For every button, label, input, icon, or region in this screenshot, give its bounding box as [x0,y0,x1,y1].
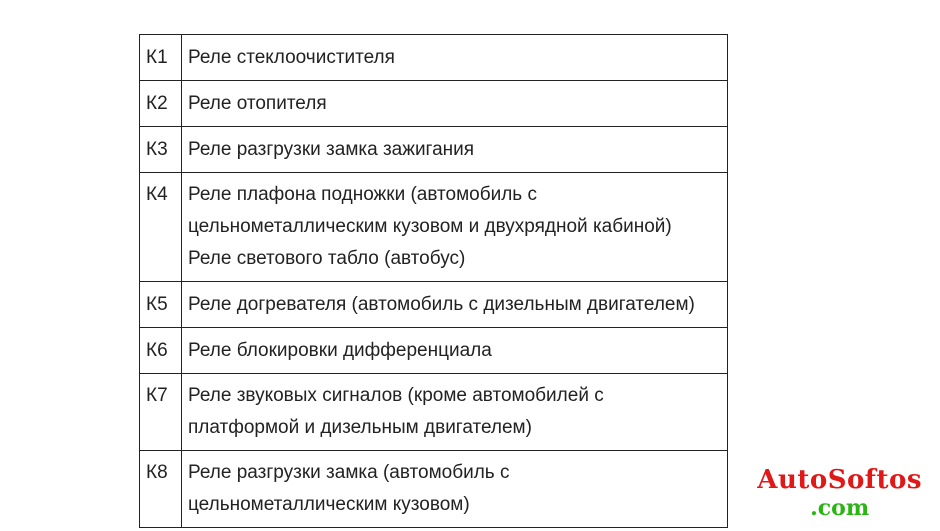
watermark-logo [757,466,922,520]
relay-description-line: Реле отопителя [188,93,327,114]
relay-description-line: платформой и дизельным двигателем) [188,417,532,438]
relay-description-line: Реле светового табло (автобус) [188,248,466,269]
relay-code: К6 [140,328,182,374]
relay-code: К3 [140,127,182,173]
relay-description-line: Реле блокировки дифференциала [188,340,492,361]
relay-description [182,35,728,81]
relay-description [182,451,728,528]
relay-description-line: Реле звуковых сигналов (кроме автомобилей с [188,385,604,406]
relay-code: К1 [140,35,182,81]
watermark-main-text: AutoSoftos [757,465,922,495]
table-row [140,328,728,374]
table-row [140,81,728,127]
relay-description-line: Реле плафона подножки (автомобиль с [188,184,537,205]
relay-description-line: Реле стеклоочистителя [188,47,395,68]
relay-description-line: Реле разгрузки замка зажигания [188,139,475,160]
relay-code: К5 [140,282,182,328]
relay-description [182,328,728,374]
relay-code: К7 [140,374,182,451]
relay-description [182,173,728,282]
relay-table [139,34,728,528]
relay-description [182,374,728,451]
table-row [140,35,728,81]
relay-description-line: Реле догревателя (автомобиль с дизельным двигателем) [188,294,695,315]
table-row [140,127,728,173]
relay-description [182,282,728,328]
relay-code: К8 [140,451,182,528]
relay-description [182,81,728,127]
table-row [140,451,728,528]
relay-description [182,127,728,173]
relay-code: К4 [140,173,182,282]
relay-description-line: Реле разгрузки замка (автомобиль с [188,462,510,483]
relay-description-line: цельнометаллическим кузовом) [188,494,470,515]
table-row [140,282,728,328]
watermark-sub-text: .com [810,495,870,521]
relay-description-line: цельнометаллическим кузовом и двухрядной кабиной) [188,216,672,237]
table-row [140,374,728,451]
relay-code: К2 [140,81,182,127]
table-row [140,173,728,282]
